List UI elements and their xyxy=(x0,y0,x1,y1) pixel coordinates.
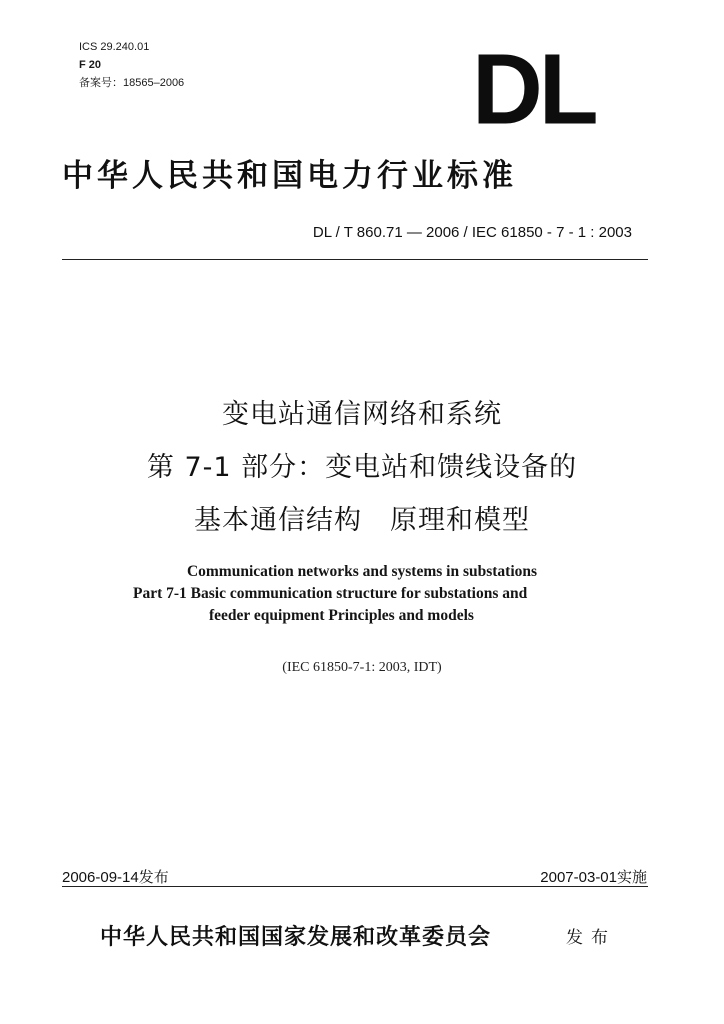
issue-label: 发布 xyxy=(566,928,616,948)
filing-number: 备案号：18565–2006 xyxy=(79,77,185,89)
title-en-line2: Part 7-1 Basic communication structure for substations and xyxy=(133,585,528,602)
bottom-divider xyxy=(62,886,648,887)
dl-logo-text: DL xyxy=(472,32,595,146)
standard-title: 中华人民共和国电力行业标准 xyxy=(62,158,517,194)
top-divider xyxy=(62,259,648,260)
title-zh-line2: 第 7-1 部分：变电站和馈线设备的 xyxy=(146,452,578,483)
title-en-line3: feeder equipment Principles and models xyxy=(209,607,474,624)
equivalence-note: (IEC 61850-7-1: 2003, IDT) xyxy=(282,660,442,675)
issuing-authority: 中华人民共和国国家发展和改革委员会 xyxy=(100,924,492,950)
category-code: F 20 xyxy=(79,59,102,71)
issue-date: 2006-09-14发布 xyxy=(62,869,169,886)
title-zh-line3: 基本通信结构 原理和模型 xyxy=(194,505,530,536)
implementation-date: 2007-03-01实施 xyxy=(540,869,647,886)
title-zh-line1: 变电站通信网络和系统 xyxy=(222,399,502,430)
ics-number: ICS 29.240.01 xyxy=(79,41,150,53)
dl-logo xyxy=(472,32,612,146)
standard-code: DL / T 860.71 — 2006 / IEC 61850 - 7 - 1 : 2003 xyxy=(312,224,632,241)
title-en-line1: Communication networks and systems in substations xyxy=(186,563,538,580)
